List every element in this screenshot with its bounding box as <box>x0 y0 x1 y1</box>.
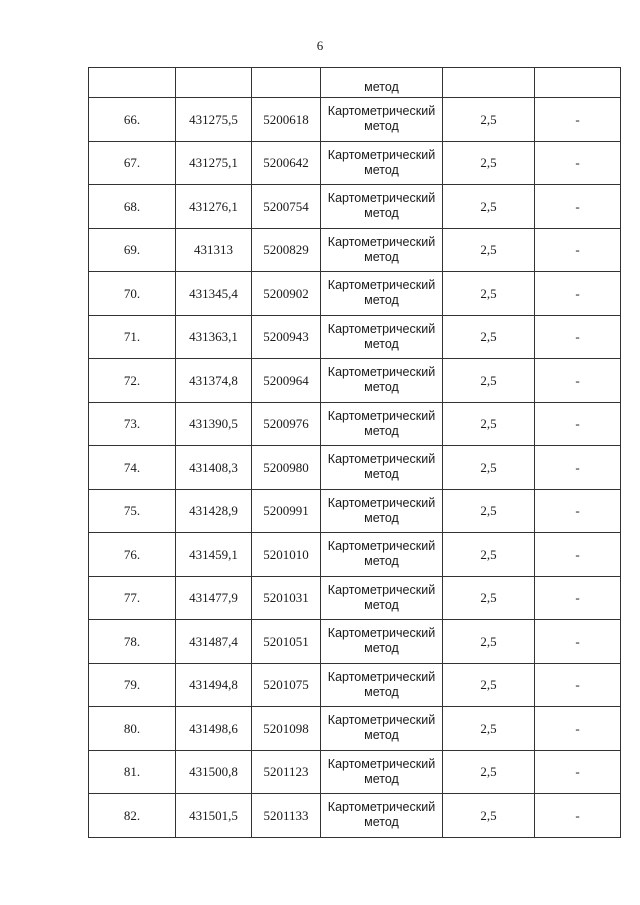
cell-number: 69. <box>89 228 176 272</box>
cell-number: 82. <box>89 794 176 838</box>
cell-description: - <box>535 141 621 185</box>
cell-x: 431487,4 <box>176 620 252 664</box>
table-row <box>89 794 621 838</box>
cell-x: 431494,8 <box>176 663 252 707</box>
cell-x: 431313 <box>176 228 252 272</box>
cell-method: Картометрический метод <box>321 794 443 838</box>
cell-number: 74. <box>89 446 176 490</box>
cell-number: 81. <box>89 750 176 794</box>
cell-number: 72. <box>89 359 176 403</box>
cell-number: 68. <box>89 185 176 229</box>
cell-accuracy: 2,5 <box>443 489 535 533</box>
cell-y: 5200976 <box>252 402 321 446</box>
cell-description: - <box>535 576 621 620</box>
cell-method: метод <box>321 68 443 98</box>
cell-accuracy: 2,5 <box>443 228 535 272</box>
cell-description: - <box>535 446 621 490</box>
cell-accuracy: 2,5 <box>443 750 535 794</box>
cell-number: 66. <box>89 98 176 142</box>
cell-description: - <box>535 620 621 664</box>
cell-method: Картометрический метод <box>321 707 443 751</box>
cell-y: 5200618 <box>252 98 321 142</box>
cell-method: Картометрический метод <box>321 620 443 664</box>
cell-description <box>535 68 621 98</box>
cell-accuracy: 2,5 <box>443 620 535 664</box>
cell-y: 5201051 <box>252 620 321 664</box>
cell-y: 5200980 <box>252 446 321 490</box>
cell-number: 77. <box>89 576 176 620</box>
cell-accuracy: 2,5 <box>443 707 535 751</box>
cell-number: 79. <box>89 663 176 707</box>
cell-description: - <box>535 794 621 838</box>
table-row <box>89 359 621 403</box>
table-body <box>89 68 621 838</box>
cell-y: 5201133 <box>252 794 321 838</box>
cell-y: 5201098 <box>252 707 321 751</box>
cell-method: Картометрический метод <box>321 141 443 185</box>
cell-method: Картометрический метод <box>321 315 443 359</box>
table-row <box>89 185 621 229</box>
cell-y: 5201075 <box>252 663 321 707</box>
cell-description: - <box>535 359 621 403</box>
cell-description: - <box>535 185 621 229</box>
cell-number: 75. <box>89 489 176 533</box>
cell-x: 431363,1 <box>176 315 252 359</box>
cell-description: - <box>535 228 621 272</box>
page-number: 6 <box>316 38 324 53</box>
cell-x: 431408,3 <box>176 446 252 490</box>
cell-description: - <box>535 663 621 707</box>
cell-x: 431275,1 <box>176 141 252 185</box>
cell-method: Картометрический метод <box>321 228 443 272</box>
cell-y: 5200991 <box>252 489 321 533</box>
table-row <box>89 533 621 577</box>
cell-accuracy: 2,5 <box>443 446 535 490</box>
coordinates-table <box>88 67 621 838</box>
table-row <box>89 750 621 794</box>
cell-description: - <box>535 98 621 142</box>
cell-accuracy: 2,5 <box>443 576 535 620</box>
cell-accuracy: 2,5 <box>443 359 535 403</box>
table-row <box>89 272 621 316</box>
cell-method: Картометрический метод <box>321 576 443 620</box>
table-row <box>89 315 621 359</box>
cell-x: 431390,5 <box>176 402 252 446</box>
cell-method: Картометрический метод <box>321 533 443 577</box>
cell-method: Картометрический метод <box>321 402 443 446</box>
table-row <box>89 707 621 751</box>
cell-number: 80. <box>89 707 176 751</box>
cell-method: Картометрический метод <box>321 359 443 403</box>
table-row <box>89 141 621 185</box>
cell-number: 71. <box>89 315 176 359</box>
cell-accuracy: 2,5 <box>443 141 535 185</box>
cell-accuracy: 2,5 <box>443 185 535 229</box>
cell-y: 5201123 <box>252 750 321 794</box>
cell-x: 431498,6 <box>176 707 252 751</box>
table-row <box>89 98 621 142</box>
cell-y: 5201010 <box>252 533 321 577</box>
table-row <box>89 620 621 664</box>
cell-x: 431276,1 <box>176 185 252 229</box>
cell-x: 431345,4 <box>176 272 252 316</box>
cell-method: Картометрический метод <box>321 272 443 316</box>
cell-y <box>252 68 321 98</box>
table-row <box>89 402 621 446</box>
cell-number: 78. <box>89 620 176 664</box>
cell-number: 70. <box>89 272 176 316</box>
cell-accuracy: 2,5 <box>443 272 535 316</box>
cell-y: 5201031 <box>252 576 321 620</box>
cell-y: 5200642 <box>252 141 321 185</box>
cell-y: 5200829 <box>252 228 321 272</box>
cell-x: 431275,5 <box>176 98 252 142</box>
cell-number <box>89 68 176 98</box>
cell-y: 5200964 <box>252 359 321 403</box>
cell-description: - <box>535 750 621 794</box>
cell-method: Картометрический метод <box>321 98 443 142</box>
cell-x: 431501,5 <box>176 794 252 838</box>
cell-y: 5200943 <box>252 315 321 359</box>
cell-accuracy: 2,5 <box>443 402 535 446</box>
cell-x: 431500,8 <box>176 750 252 794</box>
cell-x: 431428,9 <box>176 489 252 533</box>
cell-y: 5200754 <box>252 185 321 229</box>
cell-accuracy: 2,5 <box>443 98 535 142</box>
cell-x: 431459,1 <box>176 533 252 577</box>
cell-description: - <box>535 402 621 446</box>
cell-number: 67. <box>89 141 176 185</box>
cell-x: 431374,8 <box>176 359 252 403</box>
cell-accuracy: 2,5 <box>443 533 535 577</box>
cell-accuracy: 2,5 <box>443 315 535 359</box>
cell-accuracy: 2,5 <box>443 794 535 838</box>
table-row <box>89 228 621 272</box>
cell-number: 73. <box>89 402 176 446</box>
table-row <box>89 663 621 707</box>
cell-y: 5200902 <box>252 272 321 316</box>
cell-method: Картометрический метод <box>321 185 443 229</box>
table-row <box>89 489 621 533</box>
cell-number: 76. <box>89 533 176 577</box>
continuation-row <box>89 68 621 98</box>
cell-description: - <box>535 489 621 533</box>
cell-x <box>176 68 252 98</box>
cell-x: 431477,9 <box>176 576 252 620</box>
cell-method: Картометрический метод <box>321 446 443 490</box>
cell-description: - <box>535 315 621 359</box>
cell-accuracy: 2,5 <box>443 663 535 707</box>
cell-method: Картометрический метод <box>321 663 443 707</box>
cell-method: Картометрический метод <box>321 489 443 533</box>
cell-description: - <box>535 533 621 577</box>
cell-method: Картометрический метод <box>321 750 443 794</box>
table-row <box>89 446 621 490</box>
cell-description: - <box>535 707 621 751</box>
cell-description: - <box>535 272 621 316</box>
table-row <box>89 576 621 620</box>
cell-accuracy <box>443 68 535 98</box>
